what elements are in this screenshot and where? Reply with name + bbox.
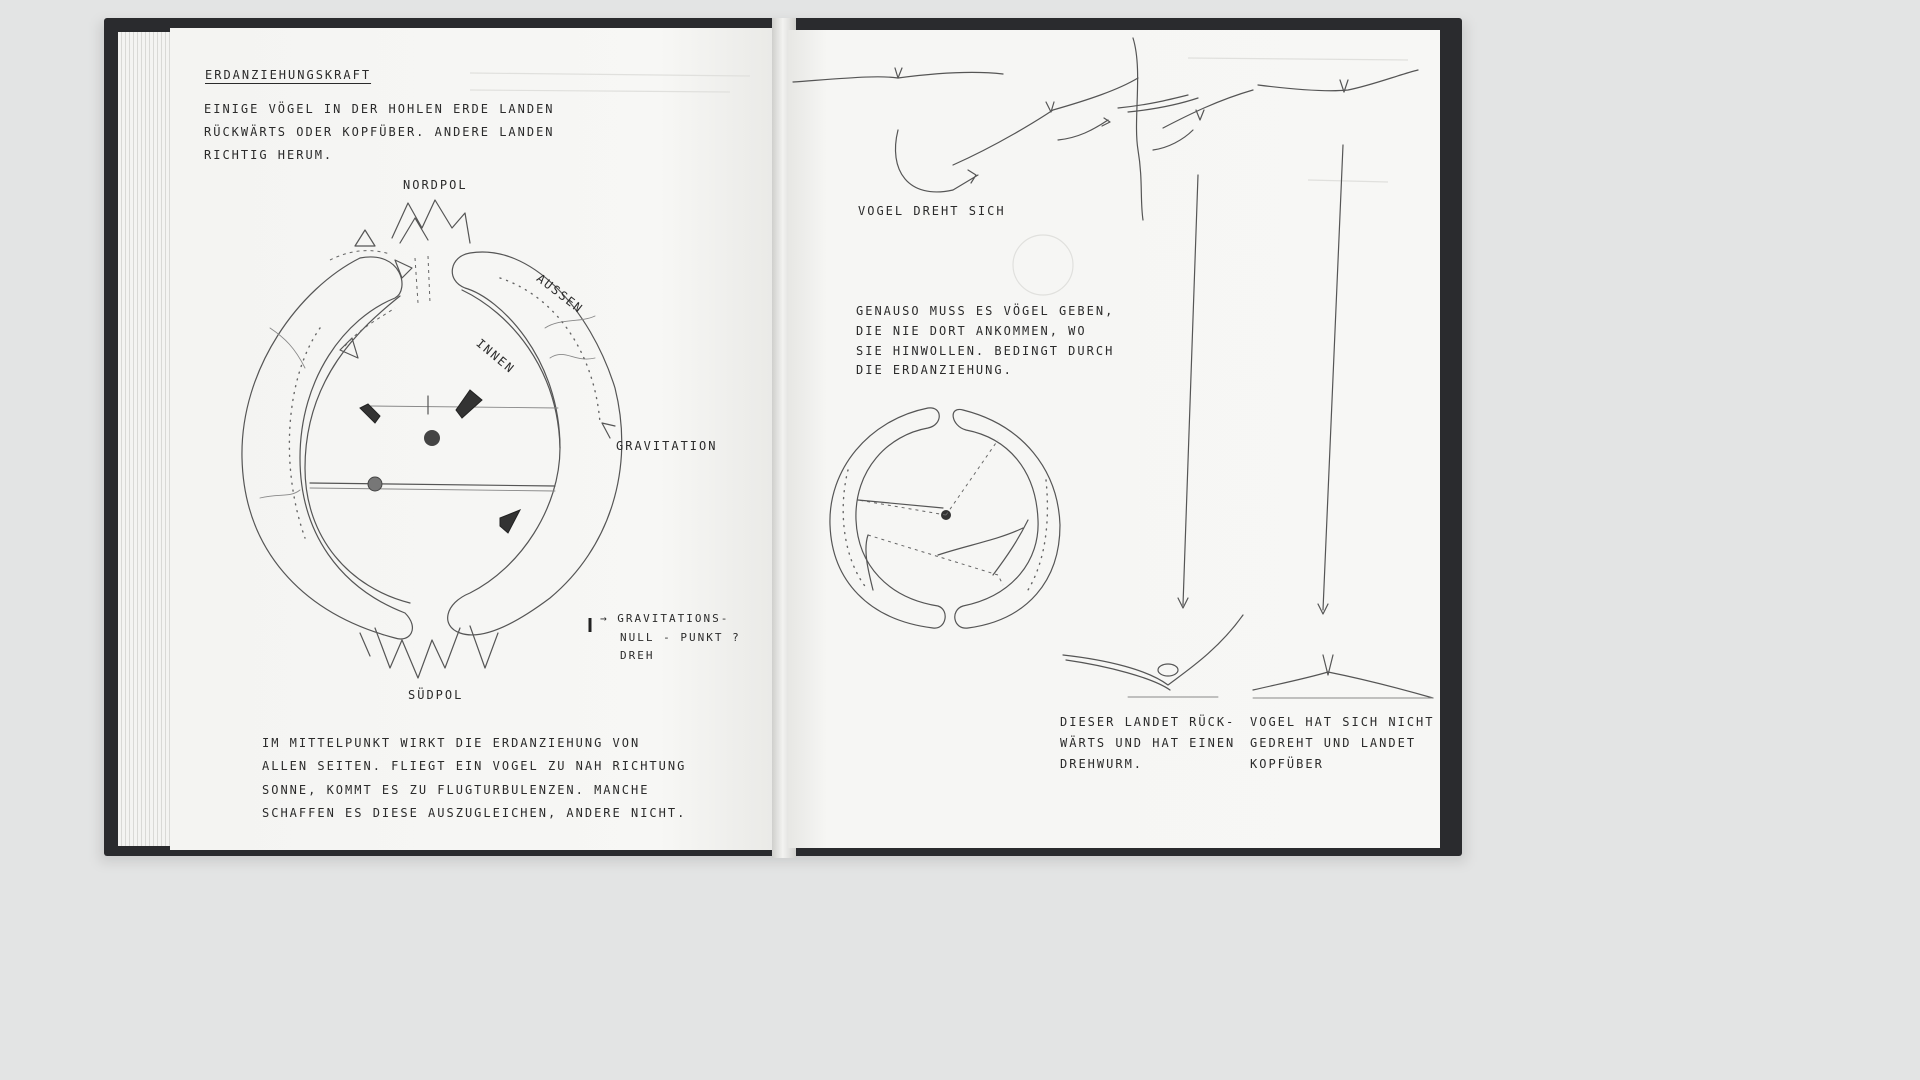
bird-glide-5 — [1258, 70, 1418, 91]
bottom-line: SONNE, KOMMT ES ZU FLUGTURBULENZEN. MANCHE — [262, 782, 650, 797]
outer-shell-right — [448, 252, 622, 635]
sun-centre — [424, 430, 440, 446]
caption-line: KOPFÜBER — [1250, 757, 1324, 771]
bird-glide-3 — [1133, 38, 1143, 220]
caption-line: WÄRTS UND HAT EINEN — [1060, 736, 1236, 750]
caption-line: DIESER LANDET RÜCK- — [1060, 715, 1236, 729]
intro-line: RÜCKWÄRTS ODER KOPFÜBER. ANDERE LANDEN — [204, 124, 555, 139]
bottom-line: ALLEN SEITEN. FLIEGT EIN VOGEL ZU NAH RICHTUNG — [262, 759, 687, 774]
label-inside: INNEN — [473, 336, 518, 377]
landing-bird-right — [1253, 672, 1433, 698]
ring-left — [830, 408, 945, 628]
fall-line-left — [1178, 175, 1198, 608]
caption-line: GEDREHT UND LANDET — [1250, 736, 1417, 750]
inner-globe — [305, 290, 560, 603]
gravity-point — [368, 477, 382, 491]
label-outside: AUSSEN — [533, 271, 587, 317]
paragraph-line: GENAUSO MUSS ES VÖGEL GEBEN, — [856, 304, 1115, 318]
bottom-text — [262, 732, 686, 826]
landing-bird-left — [1063, 615, 1243, 685]
intro-text — [204, 98, 555, 166]
bird-1 — [360, 404, 380, 423]
bird-2 — [456, 390, 482, 418]
legend-line: DREH — [620, 649, 655, 663]
intro-line: RICHTIG HERUM. — [204, 147, 334, 162]
paragraph — [856, 302, 1114, 381]
caption-line: DREHWURM. — [1060, 757, 1144, 771]
paragraph-line: SIE HINWOLLEN. BEDINGT DURCH — [856, 343, 1115, 358]
bird-turn-label: VOGEL DREHT SICH — [858, 204, 1006, 218]
right-page — [788, 30, 1440, 848]
bird-3 — [500, 510, 520, 533]
bottom-line: SCHAFFEN ES DIESE AUSZUGLEICHEN, ANDERE NICHT. — [262, 806, 687, 821]
caption-line: VOGEL HAT SICH NICHT — [1250, 715, 1435, 729]
caption-right — [1250, 712, 1435, 775]
page-edges — [118, 32, 176, 846]
caption-left — [1060, 712, 1235, 775]
legend-line: NULL - PUNKT ? — [620, 630, 741, 644]
left-page — [170, 28, 783, 850]
label-south: SÜDPOL — [408, 688, 464, 702]
paragraph-line: DIE NIE DORT ANKOMMEN, WO — [856, 323, 1087, 338]
legend — [600, 610, 741, 666]
paragraph-line: DIE ERDANZIEHUNG. — [856, 363, 1013, 378]
bird-glide-4 — [1163, 90, 1253, 128]
outer-shell-left — [242, 257, 412, 639]
bottom-line: IM MITTELPUNKT WIRKT DIE ERDANZIEHUNG VON — [262, 736, 641, 750]
label-north: NORDPOL — [403, 178, 468, 192]
legend-line: → GRAVITATIONS- — [600, 612, 730, 625]
fall-line-right — [1318, 145, 1343, 614]
page-title: ERDANZIEHUNGSKRAFT — [205, 68, 372, 82]
intro-line: EINIGE VÖGEL IN DER HOHLEN ERDE LANDEN — [204, 102, 555, 116]
ring-right — [953, 409, 1060, 628]
label-gravity: GRAVITATION — [616, 439, 718, 453]
north-mountains — [392, 200, 470, 243]
